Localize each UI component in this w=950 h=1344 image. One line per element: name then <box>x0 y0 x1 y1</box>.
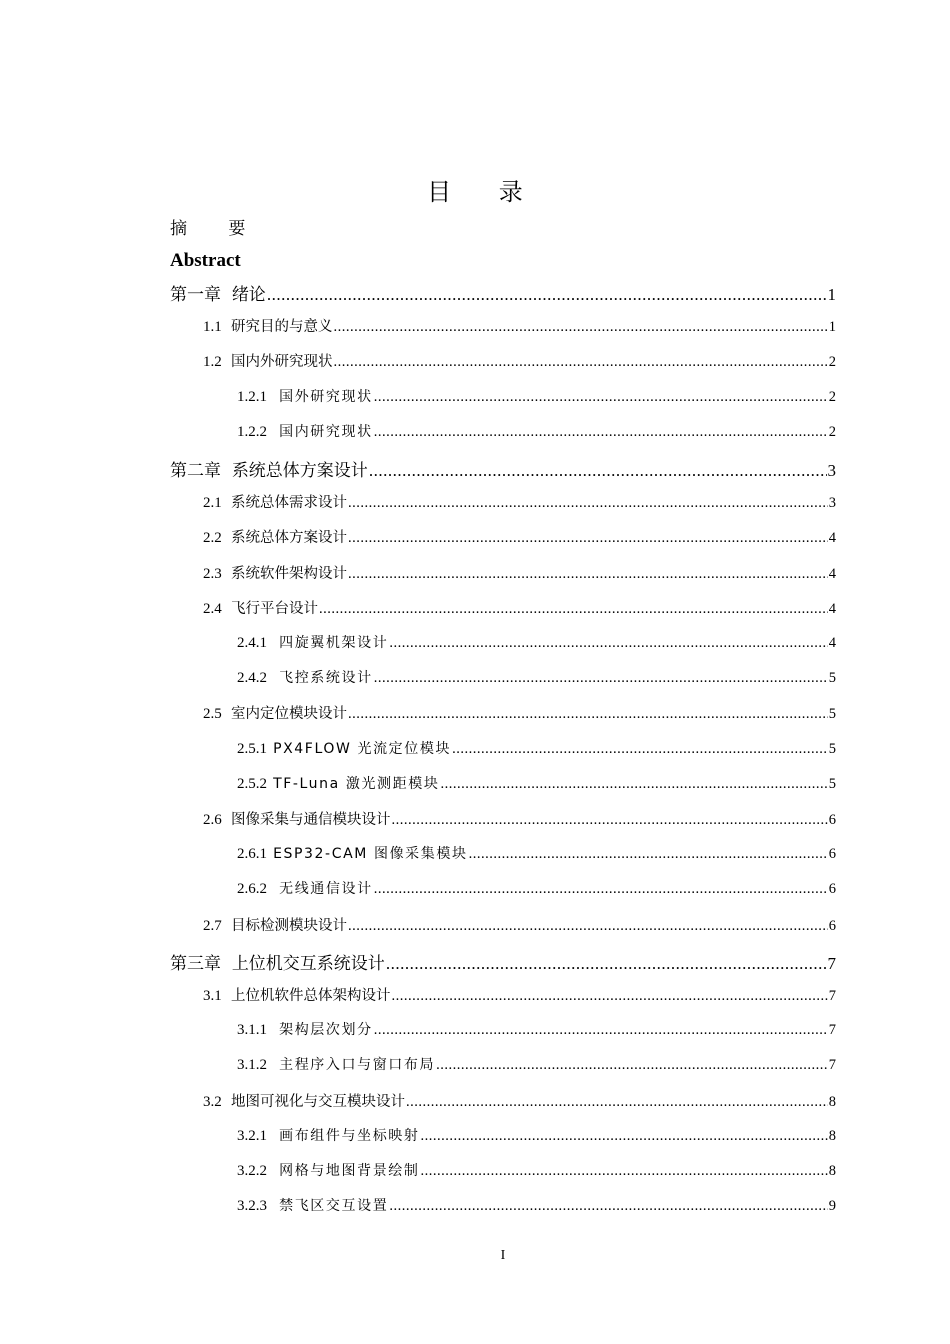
toc-entry-1.2[interactable] <box>203 350 836 371</box>
toc-entry-text: 系统软件架构设计 <box>230 565 347 582</box>
toc-entry-number: 2.1 <box>203 495 222 512</box>
toc-entry-第一章[interactable] <box>170 280 836 305</box>
toc-entry-label <box>203 491 347 512</box>
toc-dot-leader <box>348 530 828 547</box>
toc-entry-text: 地图可视化与交互模块设计 <box>230 1093 405 1110</box>
toc-page-number: 8 <box>828 1093 836 1110</box>
toc-entry-3.1.2[interactable] <box>237 1054 836 1074</box>
toc-entry-label <box>203 597 318 618</box>
toc-entry-text: 系统总体方案设计 <box>230 530 347 547</box>
toc-entry-label <box>237 632 388 652</box>
toc-entry-label <box>170 280 266 305</box>
toc-page-number: 7 <box>828 988 836 1004</box>
toc-page-number: 4 <box>828 600 836 617</box>
toc-entry-text: 架构层次划分 <box>279 1022 373 1039</box>
toc-entry-text: 国内研究现状 <box>279 423 373 440</box>
toc-dot-leader <box>333 354 827 371</box>
toc-dot-leader <box>421 1163 828 1180</box>
toc-entry-text: 上位机交互系统设计 <box>231 953 385 974</box>
toc-entry-2.4.2[interactable] <box>237 667 836 687</box>
toc-dot-leader <box>267 285 827 305</box>
toc-entry-2.6[interactable] <box>203 808 836 829</box>
toc-entry-text: 网格与地图背景绘制 <box>279 1163 420 1179</box>
page-number: I <box>500 1248 506 1263</box>
toc-entry-text: 主程序入口与窗口布局 <box>279 1057 436 1074</box>
toc-entry-2.4[interactable] <box>203 597 836 618</box>
toc-page-number: 2 <box>828 388 836 405</box>
toc-entry-3.2.3[interactable] <box>237 1195 836 1215</box>
toc-entry-number: 3.2.2 <box>237 1163 267 1179</box>
toc-entry-label <box>203 315 332 336</box>
toc-entry-label <box>237 1019 373 1039</box>
toc-entry-text: 国内外研究现状 <box>230 354 333 371</box>
toc-entry-number: 2.2 <box>203 530 222 547</box>
toc-entry-label <box>203 702 347 723</box>
toc-entry-label <box>203 526 347 547</box>
toc-page-number: 8 <box>828 1127 836 1144</box>
toc-entry-text: TF-Luna 激光测距模块 <box>273 775 440 792</box>
toc-dot-leader <box>421 1128 828 1145</box>
toc-entry-label <box>237 773 439 793</box>
toc-entry-label <box>237 1054 435 1074</box>
toc-page-number: 7 <box>828 1057 836 1074</box>
toc-page-number: 1 <box>828 319 836 336</box>
toc-entry-2.5[interactable] <box>203 702 836 723</box>
toc-entry-text: 室内定位模块设计 <box>230 706 347 723</box>
toc-dot-leader <box>452 741 828 758</box>
toc-dot-leader <box>469 846 828 863</box>
toc-dot-leader <box>333 319 827 336</box>
toc-page-number: 2 <box>828 354 836 371</box>
toc-entry-number: 2.3 <box>203 565 222 582</box>
toc-dot-leader <box>374 1022 828 1039</box>
toc-page-number: 6 <box>828 846 836 863</box>
toc-entry-number: 3.2.3 <box>237 1198 267 1215</box>
toc-dot-leader <box>319 601 828 618</box>
toc-entry-label <box>237 878 373 898</box>
toc-entry-number: 1.2 <box>203 354 222 371</box>
toc-page-number: 3 <box>827 461 836 480</box>
toc-entry-3.1[interactable] <box>203 984 836 1005</box>
toc-entry-number: 2.4 <box>203 600 222 617</box>
toc-dot-leader <box>348 566 828 583</box>
toc-entry-2.5.2[interactable] <box>237 773 836 793</box>
toc-entry-text: 画布组件与坐标映射 <box>279 1127 420 1144</box>
toc-entry-label <box>203 350 332 371</box>
toc-entry-label <box>170 456 368 481</box>
toc-entry-label <box>237 386 373 406</box>
toc-entry-3.2.1[interactable] <box>237 1125 836 1145</box>
toc-entry-label <box>203 808 390 829</box>
toc-page-number: 5 <box>828 740 836 757</box>
toc-page-number: 7 <box>827 953 836 973</box>
toc-dot-leader <box>348 918 828 935</box>
toc-entry-2.2[interactable] <box>203 526 836 547</box>
toc-entry-2.1[interactable] <box>203 491 836 512</box>
toc-entry-label <box>237 1195 388 1215</box>
toc-entry-2.4.1[interactable] <box>237 632 836 652</box>
toc-page-number: 6 <box>828 881 836 898</box>
toc-page-number: 3 <box>828 495 836 512</box>
toc-page-number: 9 <box>828 1198 836 1215</box>
toc-entry-text: 图像采集与通信模块设计 <box>230 812 391 828</box>
toc-entry-text: ESP32-CAM 图像采集模块 <box>273 846 468 863</box>
toc-entry-number: 1.2.1 <box>237 388 267 405</box>
toc-entry-label <box>237 421 373 441</box>
toc-entry-label <box>237 667 373 687</box>
toc-entry-3.2.2[interactable] <box>237 1160 836 1180</box>
toc-entry-number: 2.5 <box>203 706 222 723</box>
toc-entry-label <box>203 1090 405 1111</box>
toc-entry-text: PX4FLOW 光流定位模块 <box>273 740 452 757</box>
toc-entry-number: 3.2 <box>203 1093 222 1110</box>
toc-entry-text: 禁飞区交互设置 <box>279 1198 389 1215</box>
toc-dot-leader <box>348 706 828 723</box>
toc-page-number: 6 <box>828 917 836 934</box>
toc-entry-1.1[interactable] <box>203 315 836 336</box>
toc-entry-2.3[interactable] <box>203 562 836 583</box>
toc-entry-3.1.1[interactable] <box>237 1019 836 1039</box>
toc-entry-label <box>237 1160 420 1180</box>
toc-entry-label <box>237 843 468 863</box>
toc-entry-text: 四旋翼机架设计 <box>279 635 389 651</box>
toc-dot-leader <box>389 1198 827 1215</box>
toc-entry-number: 2.4.1 <box>237 635 267 651</box>
toc-page-number: 5 <box>828 775 836 792</box>
toc-dot-leader <box>391 988 827 1005</box>
toc-page-number: 4 <box>828 635 836 651</box>
toc-entry-number: 第三章 <box>170 953 221 974</box>
toc-entry-text: 研究目的与意义 <box>230 319 333 336</box>
toc-dot-leader <box>374 424 828 441</box>
toc-entry-label <box>203 984 390 1005</box>
toc-entry-number: 第二章 <box>170 461 221 481</box>
toc-page-number: 5 <box>828 670 836 687</box>
toc-entry-label <box>170 949 385 974</box>
toc-entry-text: 飞行平台设计 <box>230 600 318 617</box>
toc-entry-2.6.1[interactable] <box>237 843 836 863</box>
toc-entry-number: 3.1.1 <box>237 1022 267 1039</box>
toc-dot-leader <box>391 812 827 829</box>
toc-entry-number: 2.6.2 <box>237 881 267 898</box>
toc-dot-leader <box>374 881 828 898</box>
toc-page-number: 4 <box>828 565 836 582</box>
toc-dot-leader <box>386 954 827 974</box>
toc-page-number: 1 <box>827 285 836 304</box>
toc-entry-number: 2.4.2 <box>237 670 267 687</box>
toc-page-number: 6 <box>828 812 836 828</box>
toc-entry-number: 第一章 <box>170 285 221 305</box>
toc-entry-label <box>203 914 347 935</box>
toc-dot-leader <box>369 461 827 481</box>
toc-entry-第三章[interactable] <box>170 949 836 974</box>
toc-page-number: 5 <box>828 706 836 723</box>
toc-entry-number: 3.1 <box>203 988 222 1004</box>
toc-dot-leader <box>348 495 828 512</box>
toc-entry-text: 绪论 <box>231 285 266 305</box>
toc-entry-第二章[interactable] <box>170 456 836 481</box>
toc-dot-leader <box>436 1057 828 1074</box>
toc-dot-leader <box>406 1094 828 1111</box>
toc-entry-text: 国外研究现状 <box>279 388 373 405</box>
toc-entry-number: 2.7 <box>203 917 222 934</box>
toc-entry-2.5.1[interactable] <box>237 738 836 758</box>
toc-page-number: 2 <box>828 423 836 440</box>
toc-entry-text: 无线通信设计 <box>279 881 373 898</box>
toc-abstract-zh: 摘 要 <box>170 219 264 239</box>
toc-entry-text: 飞控系统设计 <box>279 670 373 687</box>
toc-entry-number: 2.5.1 <box>237 740 267 757</box>
toc-entry-1.2.2[interactable] <box>237 421 836 441</box>
toc-dot-leader <box>389 635 827 652</box>
toc-entry-label <box>237 1125 420 1145</box>
toc-entry-number: 1.1 <box>203 319 222 336</box>
toc-entry-label <box>203 562 347 583</box>
toc-page-number: 7 <box>828 1022 836 1039</box>
toc-dot-leader <box>374 389 828 406</box>
toc-entry-number: 2.5.2 <box>237 775 267 792</box>
toc-entry-number: 1.2.2 <box>237 423 267 440</box>
toc-entry-2.6.2[interactable] <box>237 878 836 898</box>
toc-entry-number: 3.1.2 <box>237 1057 267 1074</box>
toc-entry-2.7[interactable] <box>203 914 836 935</box>
toc-entry-number: 2.6 <box>203 812 222 828</box>
toc-entry-3.2[interactable] <box>203 1090 836 1111</box>
toc-entry-number: 3.2.1 <box>237 1127 267 1144</box>
toc-entry-label <box>237 738 451 758</box>
toc-entry-text: 目标检测模块设计 <box>230 917 347 934</box>
toc-entry-number: 2.6.1 <box>237 846 267 863</box>
toc-page-number: 4 <box>828 530 836 547</box>
page-title: 目 录 <box>427 178 543 206</box>
toc-abstract-en: Abstract <box>170 250 241 271</box>
toc-entry-text: 系统总体方案设计 <box>231 461 368 481</box>
toc-dot-leader <box>440 776 827 793</box>
toc-entry-text: 上位机软件总体架构设计 <box>230 988 391 1004</box>
toc-dot-leader <box>374 670 828 687</box>
toc-entry-1.2.1[interactable] <box>237 386 836 406</box>
toc-entry-text: 系统总体需求设计 <box>230 495 347 512</box>
toc-page-number: 8 <box>828 1163 836 1179</box>
